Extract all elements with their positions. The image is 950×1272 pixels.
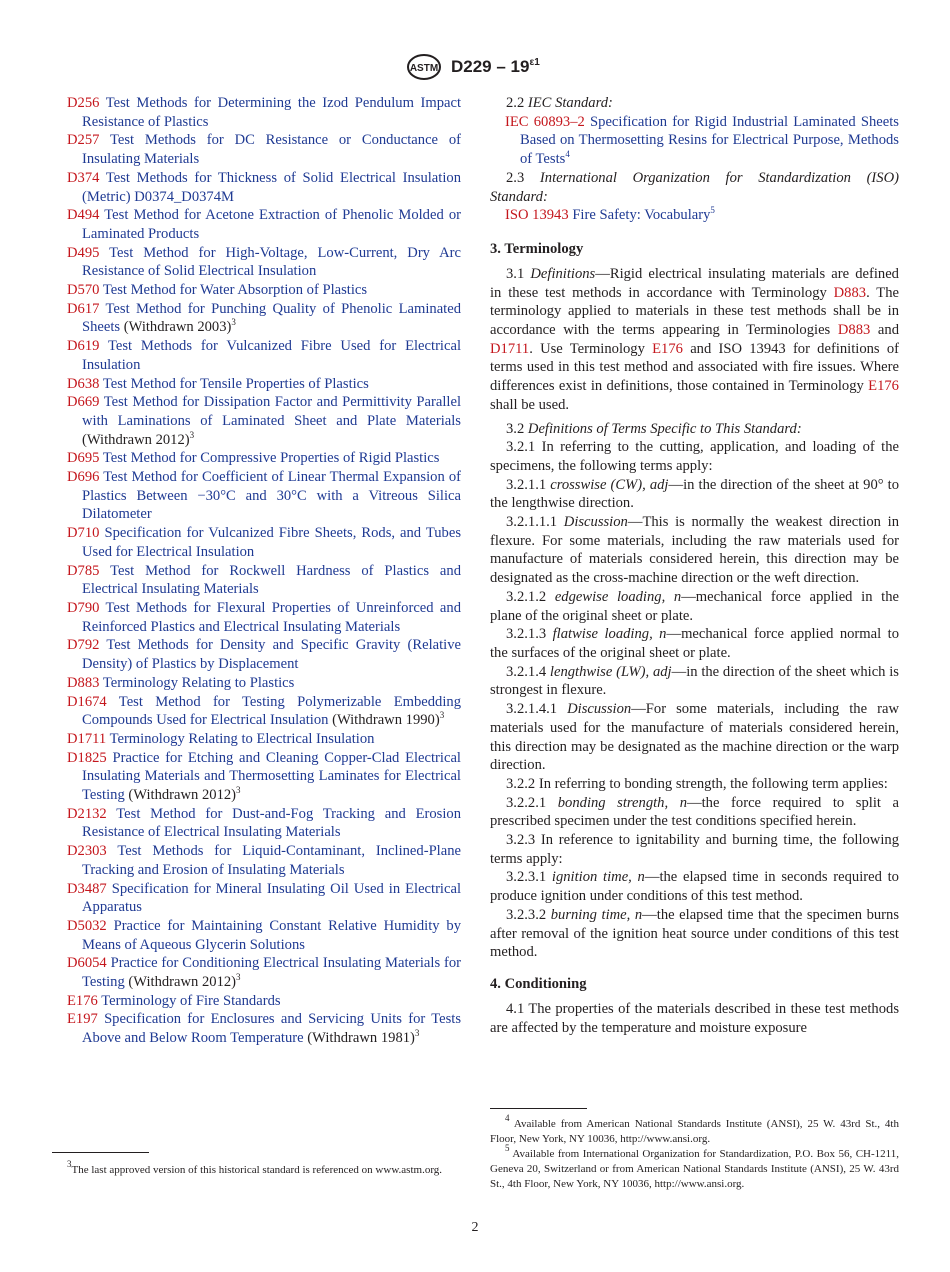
astm-logo	[404, 54, 444, 80]
reference-item[interactable]	[67, 880, 461, 917]
logo-text: ASTM	[409, 63, 439, 74]
ref-title[interactable]: Practice for Etching and Cleaning Copper-Clad Electrical Insulating Materials and Thermosetting Laminates for Electrical Testing	[82, 749, 461, 804]
reference-item[interactable]	[67, 842, 461, 879]
ref-title[interactable]: Practice for Conditioning Electrical Insulating Materials for Testing	[82, 955, 461, 991]
ref-code[interactable]: D3487	[67, 880, 107, 897]
ref-title[interactable]: Test Method for Water Absorption of Plastics	[102, 282, 368, 299]
reference-item[interactable]	[67, 674, 461, 693]
reference-item[interactable]	[67, 917, 461, 954]
ref-title[interactable]: Terminology Relating to Electrical Insulation	[109, 730, 375, 747]
ref-code[interactable]: D617	[67, 300, 100, 317]
reference-item[interactable]	[67, 94, 461, 131]
iec-reference[interactable]: IEC 60893–2 Specification for Rigid Industrial Laminated Sheets Based on Thermosetting Resins for Electrical Purpose, Methods of Tests$^4$	[505, 113, 899, 168]
iso-standard-heading: 2.3 International Organization for Standardization (ISO) Standard:	[490, 169, 899, 205]
ref-code[interactable]: D1674	[67, 693, 107, 710]
reference-item[interactable]	[67, 749, 461, 805]
ref-title[interactable]: Specification for Enclosures and Servicing Units for Tests Above and Below Room Temperature	[82, 1011, 461, 1047]
ref-title: Specification for Rigid Industrial Laminated Sheets Based on Thermosetting Resins for Electrical Purpose, Methods of Tests	[520, 113, 899, 168]
reference-item[interactable]	[67, 730, 461, 749]
paragraph-3-2-3-2: 3.2.3.2 burning time, n—the elapsed time that the specimen burns after removal of the ignition heat source under conditions of this test method.	[490, 906, 899, 961]
ref-code[interactable]: D374	[67, 169, 100, 186]
ref-title[interactable]: Test Methods for Vulcanized Fibre Used for Electrical Insulation	[82, 338, 461, 373]
footnote-mark: 3	[231, 317, 236, 328]
link-e176[interactable]: E176	[652, 340, 683, 357]
paragraph-3-2-1-4-1: 3.2.1.4.1 Discussion—For some materials, including the raw materials used for the manufacture of materials considered herein, this direction may be designated as the machine direction or the warp direction.	[490, 701, 899, 774]
page-number: 2	[471, 1220, 479, 1235]
footnote-5: $^5$ Available from International Organization for Standardization, P.O. Box 56, CH-1211, Geneva 20, Switzerland or from American National Standards Institute (ANSI), 25 W. 43rd St., 4th Floor, New York, NY 10036, http://www.ansi.org.	[490, 1143, 899, 1190]
paragraph-3-2-1-1-1: 3.2.1.1.1 Discussion—This is normally the weakest direction in flexure. For some materials, including the raw materials used for manufacture of materials considered herein, this direction may be designated as the cross-machine direction or the weft direction.	[490, 514, 900, 587]
paragraph-3-2-3: 3.2.3 In reference to ignitability and burning time, the following terms apply:	[490, 832, 899, 867]
ref-title[interactable]: Test Methods for Liquid-Contaminant, Inclined-Plane Tracking and Erosion of Insulating Materials	[82, 843, 461, 878]
ref-code[interactable]: D257	[67, 132, 100, 149]
withdrawn-note: (Withdrawn 2012)	[82, 431, 190, 448]
designation-epsilon: ε1	[529, 57, 540, 68]
ref-code[interactable]: D256	[67, 95, 100, 111]
link-d883[interactable]: D883	[833, 284, 867, 301]
reference-item[interactable]	[67, 693, 461, 730]
footnote-3: $^3$The last approved version of this historical standard is referenced on www.astm.org.	[67, 1159, 443, 1176]
ref-title[interactable]: Test Methods for DC Resistance or Conductance of Insulating Materials	[82, 132, 461, 168]
iec-standard-heading: 2.2 IEC Standard:	[506, 95, 613, 111]
ref-code[interactable]: D883	[67, 674, 100, 691]
withdrawn-note: (Withdrawn 2012)	[128, 974, 237, 991]
ref-code[interactable]: D785	[67, 562, 100, 579]
ref-title[interactable]: Test Methods for Density and Specific Gravity (Relative Density) of Plastics by Displacement	[82, 637, 462, 673]
ref-code[interactable]: D1825	[67, 749, 107, 766]
paragraph-3-2-1-1: 3.2.1.1 crosswise (CW), adj—in the direction of the sheet at 90° to the lengthwise direction.	[490, 476, 900, 512]
footnote-rule	[52, 1152, 149, 1153]
ref-title[interactable]: Test Method for Punching Quality of Phenolic Laminated Sheets	[82, 300, 461, 336]
footnote-mark: 3	[439, 710, 445, 721]
ref-title[interactable]: Test Method for Dissipation Factor and Permittivity Parallel with Laminations of Laminated Sheet and Plate Materials	[82, 394, 461, 429]
ref-title[interactable]: Terminology of Fire Standards	[101, 992, 281, 1009]
ref-code[interactable]: D792	[67, 637, 100, 654]
footnote-mark: 3	[236, 972, 241, 983]
reference-item[interactable]	[67, 281, 461, 300]
ref-title[interactable]: Test Method for High-Voltage, Low-Current, Dry Arc Resistance of Solid Electrical Insulation	[82, 244, 462, 280]
paragraph-3-2-2: 3.2.2 In referring to bonding strength, the following term applies:	[506, 775, 888, 792]
footnote-mark: 3	[414, 1028, 420, 1039]
reference-item[interactable]	[67, 449, 461, 468]
section-3-heading: 3. Terminology	[490, 240, 584, 257]
iso-reference[interactable]: ISO 13943 Fire Safety: Vocabulary$^5$	[505, 205, 715, 224]
ref-title[interactable]: Test Method for Dust-and-Fog Tracking and Erosion Resistance of Electrical Insulating Materials	[82, 805, 461, 841]
ref-code: IEC 60893–2	[505, 113, 585, 130]
paragraph-3-2-1-2: 3.2.1.2 edgewise loading, n—mechanical force applied in the plane of the original sheet or plate.	[490, 588, 899, 624]
ref-code[interactable]: D2132	[67, 805, 107, 822]
ref-title[interactable]: Test Method for Compressive Properties of Rigid Plastics	[102, 450, 440, 467]
ref-title[interactable]: Specification for Vulcanized Fibre Sheets, Rods, and Tubes Used for Electrical Insulation	[82, 525, 461, 560]
referenced-documents-list	[67, 94, 461, 1048]
paragraph-3-1: 3.1 Definitions—Rigid electrical insulating materials are defined in these test methods in accordance with Terminology D883. The terminology applied to materials in these test methods shall be in accordance with the terms appearing in Terminologies D883 and D1711. Use Terminology E176 and ISO 13943 for definitions of terms used in this test method and associated with fire issues. Where differences exist in definitions, those contained in Terminology E176 shall be used.	[490, 265, 899, 413]
ref-title[interactable]: Test Method for Tensile Properties of Plastics	[102, 375, 369, 392]
ref-title[interactable]: Test Methods for Thickness of Solid Electrical Insulation (Metric) D0374_D0374M	[82, 169, 461, 205]
ref-code[interactable]: D669	[67, 394, 100, 411]
ref-code: ISO 13943	[505, 207, 569, 224]
reference-item[interactable]	[67, 244, 461, 281]
ref-title[interactable]: Test Method for Rockwell Hardness of Plastics and Electrical Insulating Materials	[82, 562, 461, 598]
ref-code[interactable]: D570	[67, 282, 100, 299]
withdrawn-note: (Withdrawn 2003)	[123, 319, 232, 336]
reference-item[interactable]	[67, 992, 461, 1011]
designation-text: D229 – 19	[451, 57, 530, 76]
footnote-4: $^4$ Available from American National Standards Institute (ANSI), 25 W. 43rd St., 4th Floor, New York, NY 10036, http://www.ansi.org.	[490, 1113, 899, 1145]
paragraph-3-2-2-1: 3.2.2.1 bonding strength, n—the force required to split a prescribed specimen under the test conditions specified herein.	[490, 794, 900, 830]
ref-code[interactable]: E197	[67, 1011, 98, 1028]
reference-item[interactable]	[67, 636, 461, 673]
ref-code[interactable]: D790	[67, 599, 100, 616]
paragraph-3-2: 3.2 Definitions of Terms Specific to This Standard:	[506, 420, 802, 437]
paragraph-3-2-3-1: 3.2.3.1 ignition time, n—the elapsed time in seconds required to produce ignition under conditions of this test method.	[490, 869, 899, 905]
reference-item[interactable]	[67, 524, 461, 561]
paragraph-3-2-1-3: 3.2.1.3 flatwise loading, n—mechanical force applied normal to the surfaces of the original sheet or plate.	[490, 626, 899, 661]
ref-code[interactable]: D2303	[67, 843, 107, 860]
ref-title[interactable]: Test Method for Coefficient of Linear Thermal Expansion of Plastics Between −30°C and 30°C with a Vitreous Silica Dilatometer	[82, 469, 461, 523]
reference-item[interactable]	[67, 131, 461, 168]
ref-title[interactable]: Test Methods for Determining the Izod Pendulum Impact Resistance of Plastics	[82, 95, 462, 130]
withdrawn-note: (Withdrawn 1990)	[332, 712, 440, 729]
reference-item[interactable]	[67, 599, 461, 636]
ref-code[interactable]: D710	[67, 525, 100, 542]
reference-item[interactable]	[67, 206, 461, 243]
footnote-mark: 3	[189, 429, 195, 440]
paragraph-4-1: 4.1 The properties of the materials described in these test methods are affected by the temperature and moisture exposure	[490, 1000, 899, 1036]
ref-code[interactable]: D1711	[67, 730, 107, 747]
ref-code[interactable]: D695	[67, 450, 100, 467]
ref-code[interactable]: D494	[67, 207, 100, 224]
ref-title[interactable]: Test Method for Acetone Extraction of Phenolic Molded or Laminated Products	[82, 207, 461, 242]
withdrawn-note: (Withdrawn 1981)	[307, 1030, 415, 1047]
ref-code[interactable]: D638	[67, 375, 100, 392]
reference-item[interactable]	[67, 169, 461, 206]
reference-item[interactable]	[67, 300, 461, 337]
ref-title[interactable]: Test Method for Testing Polymerizable Embedding Compounds Used for Electrical Insulation	[82, 693, 461, 729]
reference-item[interactable]	[67, 393, 461, 449]
footnote-rule	[490, 1108, 587, 1109]
paragraph-3-2-1: 3.2.1 In referring to the cutting, application, and loading of the specimens, the following terms apply:	[490, 439, 899, 474]
ref-code[interactable]: E176	[67, 992, 98, 1009]
ref-title[interactable]: Test Methods for Flexural Properties of Unreinforced and Reinforced Plastics and Electrical Insulating Materials	[82, 599, 461, 635]
reference-item[interactable]	[67, 375, 461, 394]
reference-item[interactable]	[67, 337, 461, 374]
ref-title[interactable]: Specification for Mineral Insulating Oil Used in Electrical Apparatus	[82, 880, 461, 916]
reference-item[interactable]	[67, 1010, 461, 1047]
reference-item[interactable]	[67, 468, 461, 524]
link-e176[interactable]: E176	[868, 378, 899, 395]
section-4-heading: 4. Conditioning	[490, 975, 587, 992]
ref-code[interactable]: D696	[67, 469, 100, 486]
footnote-mark: 3	[236, 785, 241, 796]
paragraph-3-2-1-4: 3.2.1.4 lengthwise (LW), adj—in the direction of the sheet which is strongest in flexure.	[490, 663, 899, 699]
right-column	[490, 94, 899, 1037]
ref-code[interactable]: D619	[67, 338, 100, 355]
reference-item[interactable]	[67, 562, 461, 599]
designation	[451, 57, 540, 77]
ref-title: Fire Safety: Vocabulary	[572, 207, 711, 224]
link-d883[interactable]: D883	[837, 322, 871, 339]
ref-title[interactable]: Practice for Maintaining Constant Relative Humidity by Means of Aqueous Glycerin Solutions	[82, 917, 461, 953]
reference-item[interactable]	[67, 954, 461, 991]
withdrawn-note: (Withdrawn 2012)	[128, 787, 237, 804]
ref-code[interactable]: D495	[67, 244, 100, 261]
footnotes-right	[490, 1113, 899, 1192]
ref-code[interactable]: D5032	[67, 917, 107, 934]
ref-title[interactable]: Terminology Relating to Plastics	[102, 674, 295, 691]
link-d1711[interactable]: D1711	[490, 340, 530, 357]
reference-item[interactable]	[67, 805, 461, 842]
ref-code[interactable]: D6054	[67, 955, 107, 972]
